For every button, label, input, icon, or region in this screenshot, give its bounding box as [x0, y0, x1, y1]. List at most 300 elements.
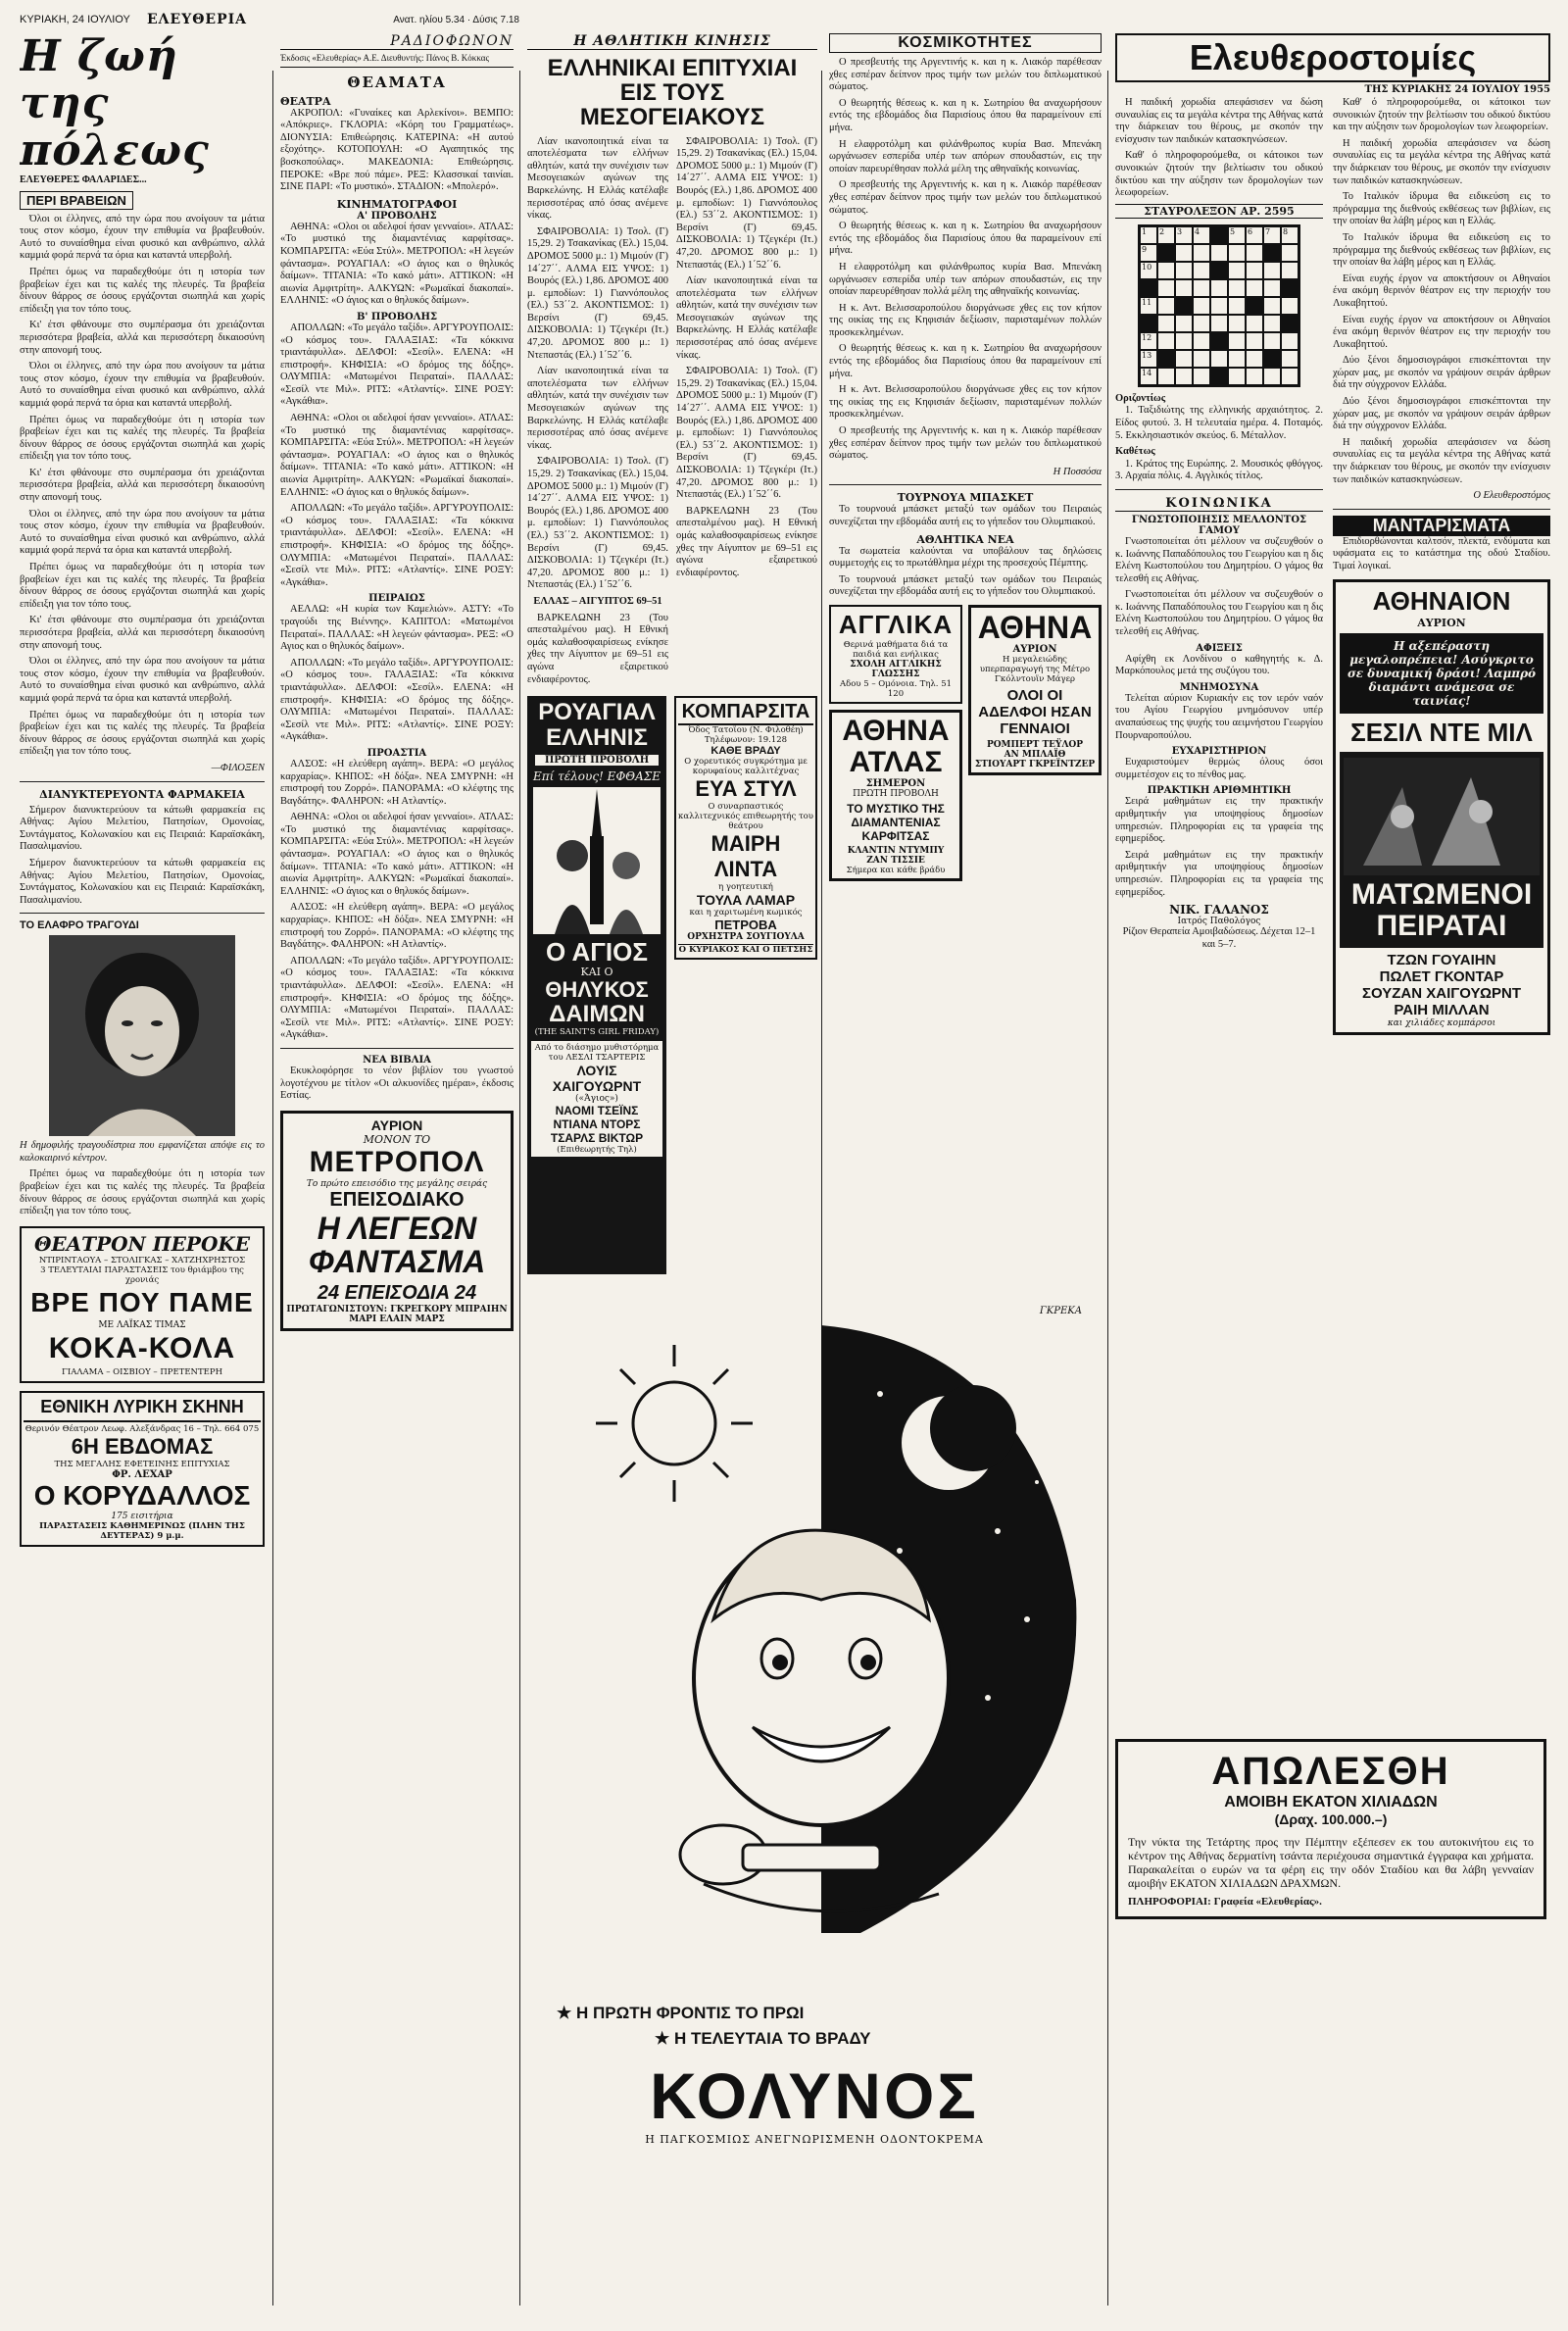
athena-atlas-cast: ΚΛΑΝΤΙΝ ΝΤΥΜΠΥ: [847, 845, 945, 856]
piraeus-text: [280, 604, 514, 744]
lyric-stage-success: ΤΗΣ ΜΕΓΑΛΗΣ ΕΦΕΤΕΙΝΗΣ ΕΠΙΤΥΧΙΑΣ: [54, 1459, 230, 1469]
thanks-title: ΕΥΧΑΡΙΣΤΗΡΙΟΝ: [1171, 746, 1267, 758]
royal-from-box: [531, 1041, 662, 1157]
society-paragraph: Ο θεωρητής θέσεως κ. και η κ. Σωτηρίου θα αναχωρήσουν εντός της εβδομάδος δια Παρισίους όπου θα παραμείνουν επί μήνα.: [829, 343, 1102, 379]
crossword-cell: [1210, 262, 1228, 279]
crossword-cell: [1140, 279, 1157, 297]
athinaion-poster: [1340, 752, 1544, 948]
crossword-cell: [1263, 368, 1281, 385]
metropol-tomorrow: ΑΥΡΙΟΝ: [370, 1116, 423, 1133]
sun-times: Ανατ. ηλίου 5.34 · Δύσις 7.18: [393, 15, 519, 25]
peroke-name: ΘΕΑΤΡΟΝ ΠΕΡΟΚΕ: [34, 1231, 250, 1256]
komparsita-title: ΕΥΑ ΣΤΥΛ: [695, 776, 797, 802]
article-paragraph: Όλοι οι έλληνες, από την ώρα που ανοίγουν τα μάτια τους στον κόσμο, έχουν την επιθυμία να βραβευθούν. Αυτό το συναίσθημα είναι φυσικό και ανθρώπινο, αλλά καμμιά φορά περνά τα όρια και καταντά υπερβολή.: [20, 213, 265, 262]
singer-photo: [49, 935, 235, 1136]
royal-title-4: ΔΑΙΜΩΝ: [549, 1001, 645, 1028]
crossword-h-label: Οριζοντίως: [1115, 392, 1166, 404]
engagements-title: ΓΝΩΣΤΟΠΟΙΗΣΙΣ ΜΕΛΛΟΝΤΟΣ ΓΑΜΟΥ: [1131, 514, 1307, 536]
athena-atlas-name-2: ΑΤΛΑΣ: [849, 745, 943, 778]
english-ad: [829, 605, 962, 704]
crossword-cell: 6: [1246, 226, 1263, 244]
col5-text-1: [1115, 97, 1323, 200]
society-paragraph: Ο θεωρητής θέσεως κ. και η κ. Σωτηρίου θα αναχωρήσουν εντός της εβδομάδος δια Παρισίους όπου θα παραμείνουν επί μήνα.: [829, 221, 1102, 257]
memorial-title: ΜΝΗΜΟΣΥΝΑ: [1179, 681, 1259, 693]
col5-paragraph: Η παιδική χορωδία απεφάσισεν να δώση συναυλίας εις τα μεγάλα κέντρα της Αθήνας κατά την διάρκειαν του θέρους, με σκοπόν την ενίσχυσιν των παιδικών κατασκηνώσεων.: [1115, 97, 1323, 145]
crossword-cell: 9: [1140, 244, 1157, 262]
lyric-stage-tickets: 175 εισιτήρια: [111, 1511, 173, 1521]
mantarismata-title: ΜΑΝΤΑΡΙΣΜΑΤΑ: [1333, 516, 1550, 536]
engagements-paragraph: Γνωστοποιείται ότι μέλλουν να συζευχθούν ο κ. Ιωάννης Παπαδόπουλος του Γεωργίου και η δις Ελένη Κωστοπούλου του Δημητρίου. Ο γάμος θα τελεσθή εις Αθήνας.: [1115, 535, 1323, 584]
lyric-stage-name: ΕΘΝΙΚΗ ΛΥΡΙΚΗ ΣΚΗΝΗ: [24, 1397, 261, 1422]
royal-name: ΡΟΥΑΓΙΑΛ: [538, 699, 656, 726]
singer-portrait-drawing: [49, 935, 235, 1136]
crossword-cell: [1263, 244, 1281, 262]
column-rule: [1107, 71, 1108, 2306]
col5-paragraph: Δύο ξένοι δημοσιογράφοι επισκέπτονται την χώραν μας, με σκοπόν να γράψουν σειράν άρθρων διά την σύγχρονον Ελλάδα.: [1333, 396, 1550, 432]
komparsita-guest: η γοητευτική: [718, 882, 773, 893]
crossword-cell: [1228, 315, 1246, 332]
divider: [20, 781, 265, 782]
crossword-cell: [1281, 297, 1298, 315]
kolynos-illustration: [527, 1306, 1102, 1992]
crossword-cell: [1210, 332, 1228, 350]
sports-news-paragraph: Το τουρνουά μπάσκετ μεταξύ των ομάδων του Πειραιώς συνεχίζεται την εβδομάδα αυτή εις το γήπεδον του Ολυμπιακού.: [829, 573, 1102, 598]
athinaion-note: και χιλιάδες κομπάρσοι: [1387, 1017, 1496, 1028]
theatres-text: [280, 108, 514, 194]
royal-orig: (THE SAINT'S GIRL FRIDAY): [534, 1027, 660, 1038]
col5-paragraph: Καθ' ό πληροφορούμεθα, οι κάτοικοι των συνοικιών ζητούν την βελτίωσιν του οδικού δικτύου και την αύξησιν των δρομολογίων των λεωφορείων.: [1115, 150, 1323, 199]
paper-name: ΕΛΕΥΘΕΡΙΑ: [147, 12, 248, 27]
col4-ads-row: [829, 605, 1102, 881]
cinema-paragraph: ΑΠΟΛΛΩΝ: «Το μεγάλο ταξίδι». ΑΡΓΥΡΟΥΠΟΛΙΣ: «Ο κόσμος του». ΓΑΛΑΞΙΑΣ: «Τα κόκκινα τριαντάφυλλα». ΔΕΛΦΟΙ: «Σεσίλ». ΕΛΕΝΑ: «Η επιστροφή». ΚΗΦΙΣΙΑ: «Ο δρόμος της δόξης». ΟΛΥΜΠΙΑ: «Ματωμένοι Πειραταί». ΠΑΛΛΑΣ: «Σεσίλ ντε Μιλ». ΡΙΤΣ: «Ατλαντίς». ΣΙΝΕ ΡΟΞΥ: «Αγκάθια».: [280, 503, 514, 588]
column-2: [280, 33, 514, 2307]
society-header: ΚΟΣΜΙΚΟΤΗΤΕΣ: [829, 33, 1102, 53]
kolynos-line-1: ★ Η ΠΡΩΤΗ ΦΡΟΝΤΙΣ ΤΟ ΠΡΩΙ: [557, 2004, 805, 2022]
komparsita-desc: Ο χορευτικός συγκρότημα με κορυφαίους καλλιτέχνας: [684, 757, 808, 777]
publisher-note: Έκδοσις «Ελευθερίας» Α.Ε. Διευθυντής: Πάνος Β. Κόκκας: [280, 49, 514, 68]
society-paragraph: Ο πρεσβευτής της Αργεντινής κ. και η κ. Λιακόρ παρέθεσαν χθες εσπέραν δείπνον προς τιμήν των μελών του διπλωματικού σώματος.: [829, 425, 1102, 462]
society-paragraph: Η κ. Αντ. Βελισσαροπούλου διοργάνωσε χθες εις τον κήπον της οικίας της εις Κηφισιάν δεξίωσιν, παρισταμένων πολλών προσκεκλημένων.: [829, 384, 1102, 421]
sports-paragraph: ΒΑΡΚΕΛΩΝΗ 23 (Του απεσταλμένου μας). Η Εθνική ομάς καλαθοσφαιρίσεως ενίκησε χθες την Αίγυπτον με 69–51 εις αγώνα εξαιρετικού ενδιαφέροντος.: [527, 612, 668, 685]
society-paragraph: Ο πρεσβευτής της Αργεντινής κ. και η κ. Λιακόρ παρέθεσαν χθες εσπέραν δείπνον προς τιμήν των μελών του διπλωματικού σώματος.: [829, 179, 1102, 216]
article-paragraph: Όλοι οι έλληνες, από την ώρα που ανοίγουν τα μάτια τους στον κόσμο, έχουν την επιθυμία να βραβευθούν. Αυτό το συναίσθημα είναι φυσικό και ανθρώπινο, αλλά καμμιά φορά περνά τα όρια και καταντά υπερβολή.: [20, 656, 265, 704]
suburbs-sub: ΠΡΟΑΣΤΙΑ: [367, 747, 427, 759]
lost-title: ΑΠΩΛΕΣΘΗ: [1211, 1750, 1450, 1793]
crossword-cell: [1228, 297, 1246, 315]
awards-article: [20, 214, 265, 775]
crossword-cell: [1175, 368, 1193, 385]
english-title: ΑΓΓΛΙΚΑ: [838, 609, 954, 639]
suburbs-paragraph: ΑΛΣΟΣ: «Η ελεύθερη αγάπη». ΒΕΡΑ: «Ο μεγάλος καρχαρίας». ΚΗΠΟΣ: «Η δόξα». ΝΕΑ ΣΜΥΡΝΗ: «Η επιστροφή του Ζορρό». ΠΑΝΟΡΑΜΑ: «Ο κλέφτης της Βαγδάτης». ΦΑΛΗΡΟΝ: «Η Ατλαντίς».: [280, 902, 514, 951]
athinaion-cast: ΤΖΩΝ ΓΟΥΑΙΗΝ: [1387, 951, 1496, 968]
athinaion-director: ΣΕΣΙΛ ΝΤΕ ΜΙΛ: [1350, 717, 1533, 747]
crossword-cell: [1281, 332, 1298, 350]
doctor-name: ΝΙΚ. ΓΑΛΑΝΟΣ: [1169, 903, 1269, 918]
sports-column: [527, 33, 817, 1298]
crossword-cell: [1193, 244, 1210, 262]
athena-atlas-title: ΤΟ ΜΥΣΤΙΚΟ ΤΗΣ ΔΙΑΜΑΝΤΕΝΙΑΣ ΚΑΡΦΙΤΣΑΣ: [847, 801, 945, 843]
crossword-cell: [1246, 350, 1263, 368]
crossword-cell: [1157, 315, 1175, 332]
column-4: [829, 33, 1102, 1298]
sports-paragraph: Λίαν ικανοποιητικά είναι τα αποτελέσματα των ελλήνων αθλητών, κατά την συνέχισιν των Μεσογειακών αγώνων της Βαρκελώνης. Η Ελλάς κατέλαβε περισσοτέρας από όσας ανέμενε νίκας.: [676, 275, 817, 361]
lyric-stage-work: Ο ΚΟΡΥΔΑΛΛΟΣ: [33, 1479, 251, 1511]
divider: [829, 484, 1102, 485]
crossword-cell: [1175, 279, 1193, 297]
athena-cast: ΡΟΜΠΕΡΤ ΤΕΫΛΟΡ: [986, 739, 1084, 750]
athena-tomorrow: ΑΥΡΙΟΝ: [1012, 643, 1057, 655]
sports-paragraph: Λίαν ικανοποιητικά είναι τα αποτελέσματα των ελλήνων αθλητών, κατά την συνέχισιν των Μεσογειακών αγώνων της Βαρκελώνης. Η Ελλάς κατέλαβε περισσοτέρας από όσας ανέμενε νίκας.: [527, 135, 668, 222]
col5-text-right: [1333, 97, 1550, 503]
crossword-cell: 3: [1175, 226, 1193, 244]
metropol-ad: [280, 1111, 514, 1331]
lyric-stage-daily: ΠΑΡΑΣΤΑΣΕΙΣ ΚΑΘΗΜΕΡΙΝΩΣ (ΠΛΗΝ ΤΗΣ ΔΕΥΤΕΡΑΣ) 9 μ.μ.: [39, 1520, 245, 1541]
crossword-cell: [1157, 262, 1175, 279]
basket-text: [829, 504, 1102, 528]
crossword-cell: [1175, 332, 1193, 350]
crossword-cell: [1210, 350, 1228, 368]
song-paragraph: Πρέπει όμως να παραδεχθούμε ότι η ιστορία των βραβείων έχει και τις καλές της πλευρές. Τα βραβεία δίνουν θάρρος σε όσους εργάζονται σιωπηλά και χωρίς επίδειξη για τον τόπο τους.: [20, 1168, 265, 1217]
col4-ads-right: [968, 605, 1102, 881]
thanks-text: [1115, 757, 1323, 781]
crossword-cell: [1281, 262, 1298, 279]
header-date: ΚΥΡΙΑΚΗ, 24 ΙΟΥΛΙΟΥ: [20, 14, 130, 25]
athena-atlas-today: ΣΗΜΕΡΟΝ: [865, 777, 926, 789]
royal-premiere: ΠΡΩΤΗ ΠΡΟΒΟΛΗ: [535, 755, 659, 766]
english-school: ΣΧΟΛΗ ΑΓΓΛΙΚΗΣ ΓΛΩΣΣΗΣ: [850, 659, 942, 679]
kolynos-drawing-area: [527, 1306, 1102, 1992]
article-paragraph: Όλοι οι έλληνες, από την ώρα που ανοίγουν τα μάτια τους στον κόσμο, έχουν την επιθυμία να βραβευθούν. Αυτό το συναίσθημα είναι φυσικό και ανθρώπινο, αλλά καμμιά φορά περνά τα όρια και καταντά υπερβολή.: [20, 508, 265, 557]
crossword-cell: [1281, 368, 1298, 385]
crossword-cell: [1263, 315, 1281, 332]
komparsita-bottom: Ο ΚΥΡΙΑΚΟΣ ΚΑΙ Ο ΠΕΤΣΗΣ: [678, 945, 813, 956]
cinema-paragraph: ΑΘΗΝΑ: «Ολοι οι αδελφοί ήσαν γενναίοι». ΑΤΛΑΣ: «Το μυστικό της διαμαντένιας καρφίτσας». ΚΟΜΠΑΡΣΙΤΑ: «Εύα Στύλ». ΜΕΤΡΟΠΟΛ: «Η λεγεών φάντασμα». ΡΟΥΑΓΙΑΛ: «Ο άγιος και ο θηλυκός δαίμων». ΤΙΤΑΝΙΑ: «Το κακό μάτι». ΑΤΤΙΚΟΝ: «Η αιωνία Αμφιτρίτη». ΑΛΚΥΩΝ: «Ρωμαϊκαί διακοπαί». ΕΛΛΗΝΙΣ: «Ο άγιος και ο θηλυκός δαίμων».: [280, 413, 514, 498]
suburbs-paragraph: ΑΛΣΟΣ: «Η ελεύθερη αγάπη». ΒΕΡΑ: «Ο μεγάλος καρχαρίας». ΚΗΠΟΣ: «Η δόξα». ΝΕΑ ΣΜΥΡΝΗ: «Η επιστροφή του Ζορρό». ΠΑΝΟΡΑΜΑ: «Ο κλέφτης της Βαγδάτης». ΦΑΛΗΡΟΝ: «Η Ατλαντίς».: [280, 758, 514, 807]
lost-amount: (Δραχ. 100.000.–): [1274, 1811, 1388, 1827]
crossword-cell: [1246, 244, 1263, 262]
col4-ads-left: [829, 605, 962, 881]
greka-caption: ΓΚΡΕΚΑ: [1039, 1306, 1082, 1316]
crossword-clue: 1. Κράτος της Ευρώπης. 2. Μουσικός φθόγγος. 3. Αρχαία πόλις. 4. Αγγλικός τίτλος.: [1115, 458, 1323, 482]
crossword-cell: [1193, 332, 1210, 350]
metropol-cast: ΠΡΩΤΑΓΩΝΙΣΤΟΥΝ: ΓΚΡΕΓΚΟΡΥ ΜΠΡΑΙΗΝ: [286, 1304, 508, 1314]
column-rule: [272, 71, 273, 2306]
doctor-title: Ιατρός Παθολόγος: [1177, 917, 1261, 927]
kolynos-brand: ΚΟΛΥΝΟΣ: [650, 2059, 979, 2132]
athena-name: ΑΘΗΝΑ: [977, 609, 1093, 645]
crossword-cell: [1175, 262, 1193, 279]
sports-col-a: [527, 136, 668, 691]
crossword-cell: [1281, 244, 1298, 262]
cinema-paragraph: ΑΠΟΛΛΩΝ: «Το μεγάλο ταξίδι». ΑΡΓΥΡΟΥΠΟΛΙΣ: «Ο κόσμος του». ΓΑΛΑΞΙΑΣ: «Τα κόκκινα τριαντάφυλλα». ΔΕΛΦΟΙ: «Σεσίλ». ΕΛΕΝΑ: «Η επιστροφή». ΚΗΦΙΣΙΑ: «Ο δρόμος της δόξης». ΟΛΥΜΠΙΑ: «Ματωμένοι Πειραταί». ΠΑΛΛΑΣ: «Σεσίλ ντε Μιλ». ΡΙΤΣ: «Ατλαντίς». ΣΙΝΕ ΡΟΞΥ: «Αγκάθια».: [280, 322, 514, 408]
peroke-cast: ΝΤΙΡΙΝΤΑΟΥΑ – ΣΤΟΛΙΓΚΑΣ – ΧΑΤΖΗΧΡΗΣΤΟΣ: [38, 1255, 246, 1265]
pirates-drawing: [1344, 758, 1540, 875]
society-paragraph: Ο πρεσβευτής της Αργεντινής κ. και η κ. Λιακόρ παρέθεσαν χθες εσπέραν δείπνον προς τιμήν των μελών του διπλωματικού σώματος.: [829, 57, 1102, 93]
athena-atlas-note: Σήμερα και κάθε βράδυ: [846, 865, 946, 875]
engagements-text: [1115, 536, 1323, 639]
crossword-cell: [1228, 332, 1246, 350]
crossword-cell: [1157, 350, 1175, 368]
royal-star-2: ΝΑΟΜΙ ΤΣΕΪΝΣ: [555, 1104, 639, 1118]
crossword-cell: [1263, 262, 1281, 279]
athena-atlas-ad: [829, 710, 962, 881]
col5-paragraph: Καθ' ό πληροφορούμεθα, οι κάτοικοι των συνοικιών ζητούν την βελτίωσιν του οδικού δικτύου και την αύξησιν των δρομολογίων των λεωφορείων.: [1333, 97, 1550, 133]
lost-ad: [1115, 1739, 1546, 1919]
memorial-text: [1115, 693, 1323, 742]
crossword-cell: [1246, 315, 1263, 332]
crossword-cell: [1210, 315, 1228, 332]
lost-reward: ΑΜΟΙΒΗ ΕΚΑΤΟΝ ΧΙΛΙΑΔΩΝ: [1224, 1794, 1438, 1810]
practice-paragraph: Σειρά μαθημάτων εις την πρακτικήν αριθμητικήν για υποψηφίους δημοσίων υπηρεσιών. Πληροφορίαι εις τα γραφεία της εφημερίδος.: [1115, 849, 1323, 898]
column-1: [20, 33, 265, 2307]
cinema-text: [280, 222, 514, 308]
cinema-paragraph: ΑΘΗΝΑ: «Ολοι οι αδελφοί ήσαν γενναίοι». ΑΤΛΑΣ: «Το μυστικό της διαμαντένιας καρφίτσας». ΚΟΜΠΑΡΣΙΤΑ: «Εύα Στύλ». ΜΕΤΡΟΠΟΛ: «Η λεγεών φάντασμα». ΡΟΥΑΓΙΑΛ: «Ο άγιος και ο θηλυκός δαίμων». ΤΙΤΑΝΙΑ: «Το κακό μάτι». ΑΤΤΙΚΟΝ: «Η αιωνία Αμφιτρίτη». ΑΛΚΥΩΝ: «Ρωμαϊκαί διακοπαί». ΕΛΛΗΝΙΣ: «Ο άγιος και ο θηλυκός δαίμων».: [280, 221, 514, 307]
crossword-cell: [1193, 350, 1210, 368]
komparsita-extra-name: ΠΕΤΡΟΒΑ: [714, 918, 777, 933]
crossword-cell: [1228, 368, 1246, 385]
arrivals-title: ΑΦΙΞΕΙΣ: [1196, 642, 1243, 654]
books-paragraph: Εκυκλοφόρησε το νέον βιβλίον του γνωστού λογοτέχνου με τίτλον «Οι αλκυονίδες ημέραι», έκδοσις Εστίας.: [280, 1065, 514, 1102]
books-title: ΝΕΑ ΒΙΒΛΙΑ: [363, 1054, 431, 1066]
crossword-cell: [1263, 350, 1281, 368]
basket-paragraph: Το τουρνουά μπάσκετ μεταξύ των ομάδων του Πειραιώς συνεχίζεται την εβδομάδα αυτή εις το γήπεδον του Ολυμπιακού.: [829, 504, 1102, 527]
peroke-note: 3 ΤΕΛΕΥΤΑΙΑΙ ΠΑΡΑΣΤΑΣΕΙΣ του θριάμβου της χρονιάς: [40, 1265, 244, 1285]
sports-news-title: ΑΘΛΗΤΙΚΑ ΝΕΑ: [916, 532, 1014, 546]
crossword-cell: [1175, 244, 1193, 262]
radio-title: ΡΑΔΙΟΦΩΝΟΝ: [390, 33, 514, 49]
society-paragraph: Η ελαφροτόλμη και φιλάνθρωπος κυρία Βασ. Μπενάκη ωργάνωσεν εσπερίδα υπέρ των απόρων σπουδαστών, εις την οποίαν παρευρέθησαν πολλά μέλη της αθηναϊκής κοινωνίας.: [829, 261, 1102, 298]
crossword-cell: [1175, 350, 1193, 368]
suburbs-paragraph: ΑΠΟΛΛΩΝ: «Το μεγάλο ταξίδι». ΑΡΓΥΡΟΥΠΟΛΙΣ: «Ο κόσμος του». ΓΑΛΑΞΙΑΣ: «Τα κόκκινα τριαντάφυλλα». ΔΕΛΦΟΙ: «Σεσίλ». ΕΛΕΝΑ: «Η επιστροφή». ΚΗΦΙΣΙΑ: «Ο δρόμος της δόξης». ΟΛΥΜΠΙΑ: «Ματωμένοι Πειραταί». ΠΑΛΛΑΣ: «Σεσίλ ντε Μιλ». ΡΙΤΣ: «Ατλαντίς». ΣΙΝΕ ΡΟΞΥ: «Αγκάθια».: [280, 955, 514, 1041]
athena-ad: [968, 605, 1102, 775]
col5-paragraph: Το Ιταλικόν ίδρυμα θα ειδικεύση εις το πρόγραμμα της διεθνούς εκθέσεως των βιβλίων, εις την οποίαν θα λάβη μέρος και η Ελλάς.: [1333, 231, 1550, 269]
thanks-paragraph: Ευχαριστούμεν θερμώς όλους όσοι συμμετέσχον εις το πένθος μας.: [1115, 757, 1323, 780]
athinaion-name: ΑΘΗΝΑΙΟΝ: [1372, 585, 1511, 616]
crossword-cell: 14: [1140, 368, 1157, 385]
piraeus-sub: ΠΕΙΡΑΙΩΣ: [368, 593, 425, 605]
crossword-cell: [1263, 332, 1281, 350]
column-rule: [821, 71, 822, 1335]
lyric-stage-composer: ΦΡ. ΛΕΧΑΡ: [112, 1468, 172, 1480]
crossword-cell: [1157, 332, 1175, 350]
sports-col-b: [676, 136, 817, 691]
sports-paragraph: ΣΦΑΙΡΟΒΟΛΙΑ: 1) Τσολ. (Γ) 15,29. 2) Τσακανίκας (Ελ.) 15,04. ΔΡΟΜΟΣ 5000 μ.: 1) Μιμούν (Γ) 14΄27΄΄. ΑΛΜΑ ΕΙΣ ΥΨΟΣ: 1) Βουρός (Ελ.) 1,86. ΔΡΟΜΟΣ 400 μ. εμποδίων: 1) Γιαννόπουλος (Ελ.) 53΄΄2. ΑΚΟΝΤΙΣΜΟΣ: 1) Βερσίνι (Γ) 69,45. ΔΙΣΚΟΒΟΛΙΑ: 1) Τζεγκέρι (Ιτ.) 47,20. ΔΡΟΜΟΣ 800 μ.: 1) Ντεπαστάς (Ελ.) 1΄52΄΄6.: [527, 225, 668, 361]
kolynos-ad-text: [527, 2004, 1102, 2146]
basket-title: ΤΟΥΡΝΟΥΑ ΜΠΑΣΚΕΤ: [897, 491, 1034, 505]
light-song-title: ΤΟ ΕΛΑΦΡΟ ΤΡΑΓΟΥΔΙ: [20, 919, 139, 932]
lyric-stage-place: Θερινόν Θέατρον Λεωφ. Αλεξάνδρας 16 – Τηλ. 664 075: [24, 1423, 260, 1434]
divider: [20, 913, 265, 914]
sports-headline-1: ΕΛΛΗΝΙΚΑΙ ΕΠΙΤΥΧΙΑΙ: [547, 55, 798, 81]
crossword-cell: [1281, 279, 1298, 297]
mantarismata-text: [1333, 536, 1550, 573]
suburbs-text: [280, 759, 514, 1042]
crossword-cell: [1246, 279, 1263, 297]
crossword-cell: 7: [1263, 226, 1281, 244]
society-text: [829, 57, 1102, 478]
komparsita-extra: και η χαριτωμένη κωμικός: [689, 908, 803, 918]
athena-atlas-premiere: ΠΡΩΤΗ ΠΡΟΒΟΛΗ: [853, 788, 939, 799]
kolynos-tag: Η ΠΑΓΚΟΣΜΙΩΣ ΑΝΕΓΝΩΡΙΣΜΕΝΗ ΟΔΟΝΤΟΚΡΕΜΑ: [645, 2133, 984, 2146]
crossword-cell: [1193, 315, 1210, 332]
komparsita-name: ΚΟΜΠΑΡΣΙΤΑ: [678, 701, 813, 725]
lyric-stage-week: 6Η ΕΒΔΟΜΑΣ: [71, 1433, 214, 1459]
metropol-only: ΜΟΝΟΝ ΤΟ: [363, 1132, 431, 1146]
royal-title-2: ΚΑΙ Ο: [580, 966, 613, 979]
crossword-cell: 10: [1140, 262, 1157, 279]
engagements-paragraph: Γνωστοποιείται ότι μέλλουν να συζευχθούν ο κ. Ιωάννης Παπαδόπουλος του Γεωργίου και η δις Ελένη Κωστοπούλου του Δημητρίου. Ο γάμος θα τελεσθή εις Αθήνας.: [1115, 589, 1323, 638]
komparsita-guest-name: ΤΟΥΛΑ ΛΑΜΑΡ: [696, 892, 796, 909]
eleftherostomies-date: ΤΗΣ ΚΥΡΙΑΚΗΣ 24 ΙΟΥΛΙΟΥ 1955: [1364, 84, 1550, 95]
athinaion-title-1: ΜΑΤΩΜΕΝΟΙ: [1350, 877, 1533, 911]
crossword-cell: [1210, 244, 1228, 262]
athinaion-desc: Η αξεπέραστη μεγαλοπρέπεια! Ασύγκριτο σε δυναμική δράσι! Λαμπρό διαμάντι ανάμεσα σε ταινίας!: [1340, 633, 1544, 714]
crossword-title: ΣΤΑΥΡΟΛΕΞΟΝ ΑΡ. 2595: [1115, 204, 1323, 219]
royal-star-4: ΤΣΑΡΛΣ ΒΙΚΤΩΡ: [550, 1131, 644, 1146]
athena-atlas-name-1: ΑΘΗΝΑ: [842, 714, 950, 747]
athinaion-cast-3: ΣΟΥΖΑΝ ΧΑΙΓΟΥΩΡΝΤ: [1362, 984, 1521, 1002]
article-paragraph: Πρέπει όμως να παραδεχθούμε ότι η ιστορία των βραβείων έχει και τις καλές της πλευρές. Τα βραβεία δίνουν θάρρος σε όσους εργάζονται σιωπηλά και χωρίς επίδειξη για τον τόπο τους.: [20, 414, 265, 463]
royal-star-role: («Άγιος»): [575, 1094, 618, 1105]
komparsita-place: Όδος Τατοΐου (Ν. Φιλοθέη) Τηλέφωνον: 19.128: [688, 725, 804, 746]
royal-star: ΛΟΥΙΣ ΧΑΙΓΟΥΩΡΝΤ: [552, 1063, 642, 1095]
photo-caption: Η δημοφιλής τραγουδίστρια που εμφανίζεται απόψε εις το καλοκαιρινό κέντρον.: [20, 1140, 265, 1164]
col5-paragraph: Η παιδική χορωδία απεφάσισεν να δώση συναυλίας εις τα μεγάλα κέντρα της Αθήνας κατά την διάρκειαν του θέρους, με σκοπόν την ενίσχυσιν των παιδικών κατασκηνώσεων.: [1333, 436, 1550, 485]
ads-row: [527, 696, 817, 1274]
komparsita-star: ΜΑΙΡΗ ΛΙΝΤΑ: [710, 831, 781, 882]
lost-contact: ΠΛΗΡΟΦΟΡΙΑΙ: Γραφεία «Ελευθερίας».: [1128, 1896, 1322, 1908]
society-paragraph: Η κ. Αντ. Βελισσαροπούλου διοργάνωσε χθες εις τον κήπον της οικίας της εις Κηφισιάν δεξίωσιν, παρισταμένων πολλών προσκεκλημένων.: [829, 302, 1102, 338]
crossword-cell: [1210, 226, 1228, 244]
crossword-cell: [1228, 244, 1246, 262]
col5-paragraph: Δύο ξένοι δημοσιογράφοι επισκέπτονται την χώραν μας, με σκοπόν να γράψουν σειράν άρθρων διά την σύγχρονον Ελλάδα.: [1333, 355, 1550, 391]
cinema-sub: ΚΙΝΗΜΑΤΟΓΡΑΦΟΙ: [336, 197, 458, 211]
peroke-play1: ΒΡΕ ΠΟΥ ΠΑΜΕ: [30, 1286, 254, 1317]
crossword-cell: [1246, 332, 1263, 350]
metropol-title: Η ΛΕΓΕΩΝ ΦΑΝΤΑΣΜΑ: [308, 1210, 486, 1279]
social-header: ΚΟΙΝΩΝΙΚΑ: [1115, 496, 1323, 512]
greece-egypt-title: ΕΛΛΑΣ – ΑΙΓΥΠΤΟΣ 69–51: [533, 595, 662, 607]
crossword-cell: [1193, 262, 1210, 279]
column-5: [1115, 33, 1550, 2307]
peroke-prices: ΜΕ ΛΑΪΚΑΣ ΤΙΜΑΣ: [98, 1319, 186, 1330]
royal-title-1: Ο ΑΓΙΟΣ: [546, 937, 648, 967]
crossword-cell: [1246, 297, 1263, 315]
crossword-cell: [1263, 279, 1281, 297]
crossword-cell: [1175, 297, 1193, 315]
arrivals-paragraph: Αφίχθη εκ Λονδίνου ο καθηγητής κ. Δ. Μαρκόπουλος μετά της συζύγου του.: [1115, 653, 1323, 677]
suburbs-paragraph: ΑΘΗΝΑ: «Ολοι οι αδελφοί ήσαν γενναίοι». ΑΤΛΑΣ: «Το μυστικό της διαμαντένιας καρφίτσας». ΚΟΜΠΑΡΣΙΤΑ: «Εύα Στύλ». ΜΕΤΡΟΠΟΛ: «Η λεγεών φάντασμα». ΡΟΥΑΓΙΑΛ: «Ο άγιος και ο θηλυκός δαίμων». ΤΙΤΑΝΙΑ: «Το κακό μάτι». ΑΤΤΙΚΟΝ: «Η αιωνία Αμφιτρίτη». ΑΛΚΥΩΝ: «Ρωμαϊκαί διακοπαί». ΕΛΛΗΝΙΣ: «Ο άγιος και ο θηλυκός δαίμων».: [280, 812, 514, 897]
athena-cast-3: ΣΤΙΟΥΑΡΤ ΓΚΡΕΪΝΤΖΕΡ: [974, 759, 1096, 769]
theatres-paragraph: ΑΚΡΟΠΟΛ: «Γυναίκες και Αρλεκίνοι». ΒΕΜΠΟ: «Απόκριες». ΓΚΛΟΡΙΑ: «Κόρη του Γραμματέως». ΔΙΟΝΥΣΙΑ: Επιθεώρησις. ΚΑΤΕΡΙΝΑ: «Η αυτού εξοχότης». ΚΟΤΟΠΟΥΛΗ: «Ο Αγαπητικός της βοσκοπούλας». ΜΑΚΕΔΟΝΙΑ: Επιθεώρησις. ΠΕΡΟΚΕ: «Βρε πού πάμε». ΡΕΞ: Κλασσικαί ταινίαι. ΣΙΝΕ ΠΑΡΙ: «Το μυστικό». ΣΤΑΔΙΟΝ: «Μπολερό».: [280, 107, 514, 193]
crossword-v-label: Καθέτως: [1115, 446, 1155, 458]
mantarismata-paragraph: Επιδιορθώνονται καλτσόν, πλεκτά, ενδύματα και υφάσματα εις το κατάστημα της οδού Σταδίου. Τιμαί λογικαί.: [1333, 535, 1550, 571]
royal-star-3: ΝΤΙΑΝΑ ΝΤΟΡΣ: [553, 1117, 641, 1132]
col5-paragraph: Είναι ευχής έργον να αποκτήσουν οι Αθηναίοι ένα ακόμη θερινόν θέατρον εις την περιοχήν του Λυκαβηττού.: [1333, 314, 1550, 350]
crossword-cell: [1140, 315, 1157, 332]
column-rule: [519, 71, 520, 2306]
article-paragraph: Κι' έτσι φθάνουμε στο συμπέρασμα ότι χρειάζονται περισσότερα βραβεία, αλλά και περισσότερη δικαιοσύνη στην απονομή τους.: [20, 615, 265, 651]
athinaion-cast-4: ΡΑΙΗ ΜΙΛΛΑΝ: [1394, 1001, 1490, 1018]
col5-right: [1333, 97, 1550, 1035]
memorial-paragraph: Τελείται αύριον Κυριακήν εις τον ιερόν ναόν του Αγίου Γεωργίου μνημόσυνον υπέρ αναπαύσεως της ψυχής του αειμνήστου Γεωργίου Πουρναροπούλου.: [1115, 692, 1323, 741]
col5-paragraph: Το Ιταλικόν ίδρυμα θα ειδικεύση εις το πρόγραμμα της διεθνούς εκθέσεως των βιβλίων, εις την οποίαν θα λάβη μέρος και η Ελλάς.: [1333, 191, 1550, 227]
crossword-cell: [1263, 297, 1281, 315]
royal-star-4-role: (Επιθεωρητής Τηλ): [557, 1145, 637, 1156]
pharmacies-title: ΔΙΑΝΥΚΤΕΡΕΥΟΝΤΑ ΦΑΡΜΑΚΕΙΑ: [39, 787, 245, 801]
crossword-cell: [1193, 368, 1210, 385]
crossword-cell: 4: [1193, 226, 1210, 244]
komparsita-desc-2: Ο συναρπαστικός καλλιτεχνικός επιθεωρητής του θεάτρου: [678, 802, 813, 832]
pharmacies-paragraph: Σήμερον διανυκτερεύουν τα κάτωθι φαρμακεία εις Αθήνας: Αγίου Μελετίου, Πατησίων, Ομονοίας, Συντάγματος, Κολωνακίου και εις Πειραιά: Καραϊσκάκη, Πασαλιμανίου.: [20, 857, 265, 906]
metropol-eps: ΕΠΕΙΣΟΔΙΑΚΟ: [329, 1188, 465, 1211]
author-sign: —ΦΙΛΟΞΕΝ: [211, 762, 265, 773]
practice-title: ΠΡΑΚΤΙΚΗ ΑΡΙΘΜΗΤΙΚΗ: [1147, 785, 1292, 797]
sports-news-text: [829, 546, 1102, 599]
royal-from: Από το διάσημο μυθιστόρημα του ΛΕΣΛΙ ΤΣΑΡΤΕΡΙΣ: [534, 1043, 660, 1064]
metropol-eps-count: 24 ΕΠΕΙΣΟΔΙΑ 24: [317, 1281, 477, 1304]
crossword-cell: [1246, 262, 1263, 279]
crossword-cell: [1228, 262, 1246, 279]
komparsita-today: ΚΑΘΕ ΒΡΑΔΥ: [710, 745, 781, 758]
komparsita-orchestra: ΟΡΧΗΣΤΡΑ ΣΟΥΓΙΟΥΛΑ: [687, 932, 805, 943]
crossword-clue: 1. Ταξιδιώτης της ελληνικής αρχαιότητος. 2. Είδος φυτού. 3. Η τελευταία ημέρα. 4. Ποταμός. 5. Εκκλησιαστικόν σκεύος. 6. Μέταλλον.: [1115, 405, 1323, 441]
song-text: [20, 1168, 265, 1217]
sports-headline-2: ΕΙΣ ΤΟΥΣ ΜΕΣΟΓΕΙΑΚΟΥΣ: [579, 79, 765, 131]
theatres-sub: ΘΕΑΤΡΑ: [280, 94, 331, 108]
article-paragraph: Κι' έτσι φθάνουμε στο συμπέρασμα ότι χρειάζονται περισσότερα βραβεία, αλλά και περισσότερη δικαιοσύνη στην απονομή τους.: [20, 467, 265, 504]
royal-arrived: Επί τέλους! ΕΦΘΑΣΕ: [532, 769, 662, 784]
col5-paragraph: Η παιδική χορωδία απεφάσισεν να δώση συναυλίας εις τα μεγάλα κέντρα της Αθήνας κατά την διάρκειαν του θέρους, με σκοπόν την ενίσχυσιν των παιδικών κατασκηνώσεων.: [1333, 137, 1550, 186]
sports-paragraph: ΣΦΑΙΡΟΒΟΛΙΑ: 1) Τσολ. (Γ) 15,29. 2) Τσακανίκας (Ελ.) 15,04. ΔΡΟΜΟΣ 5000 μ.: 1) Μιμούν (Γ) 14΄27΄΄. ΑΛΜΑ ΕΙΣ ΥΨΟΣ: 1) Βουρός (Ελ.) 1,86. ΔΡΟΜΟΣ 400 μ. εμποδίων: 1) Γιαννόπουλος (Ελ.) 53΄΄2. ΑΚΟΝΤΙΣΜΟΣ: 1) Βερσίνι (Γ) 69,45. ΔΙΣΚΟΒΟΛΙΑ: 1) Τζεγκέρι (Ιτ.) 47,20. ΔΡΟΜΟΣ 800 μ.: 1) Ντεπαστάς (Ελ.) 1΄52΄΄6.: [527, 456, 668, 591]
crossword-cell: 2: [1157, 226, 1175, 244]
awards-heading: ΠΕΡΙ ΒΡΑΒΕΙΩΝ: [20, 191, 133, 210]
metropol-extra: ΜΑΡΙ ΕΛΑΙΝ ΜΑΡΣ: [349, 1314, 445, 1324]
royal-ellinis-ad: [527, 696, 666, 1274]
crossword-cell: [1281, 350, 1298, 368]
athinaion-cast-2: ΠΩΛΕΤ ΓΚΟΝΤΑΡ: [1379, 967, 1504, 985]
lost-text: Την νύκτα της Τετάρτης προς την Πέμπτην εξέπεσεν εκ του αυτοκινήτου εις το κέντρον της Αθήνας δερματίνη τσάντα περιέχουσα σημαντικά έγγραφα και χρήματα. Παρακαλείται ο ευρών να τα φέρη εις την οδόν Σταδίου και θα λάβη γενναίαν αμοιβήν ΕΚΑΤΟΝ ΧΙΛΙΑΔΩΝ ΔΡΑΧΜΩΝ.: [1128, 1835, 1534, 1890]
piraeus-paragraph: ΑΕΛΛΩ: «Η κυρία των Καμελιών». ΑΣΤΥ: «Το τραγούδι της Βιέννης». ΚΑΠΙΤΟΛ: «Ματωμένοι Πειραταί». ΠΑΛΛΑΣ: «Η λεγεών φάντασμα». ΡΕΞ: «Ο Αγιος και ο θηλυκός δαίμων».: [280, 604, 514, 653]
pharmacies-text: [20, 805, 265, 908]
society-signature: Η Ποσσόσα: [1053, 466, 1102, 477]
doctor-text: Ρίζιον Θεραπεία Αμοιβαδώσεως. Δέχεται 12–1 και 5–7.: [1122, 926, 1316, 950]
royal-title-3: ΘΗΛΥΚΟΣ: [545, 977, 649, 1003]
peroke-theatre-ad: [20, 1226, 265, 1383]
athinaion-tomorrow: ΑΥΡΙΟΝ: [1417, 616, 1466, 629]
crossword-cell: [1157, 279, 1175, 297]
article-paragraph: Πρέπει όμως να παραδεχθούμε ότι η ιστορία των βραβείων έχει και τις καλές της πλευρές. Τα βραβεία δίνουν θάρρος σε όσους εργάζονται σιωπηλά και χωρίς επίδειξη για τον τόπο τους.: [20, 266, 265, 315]
ellinis-name: ΕΛΛΗΝΙΣ: [546, 724, 648, 752]
crossword-cell: [1193, 279, 1210, 297]
arrivals-text: [1115, 654, 1323, 678]
saint-figure-drawing: [533, 787, 661, 934]
crossword-cell: [1193, 297, 1210, 315]
article-paragraph: Όλοι οι έλληνες, από την ώρα που ανοίγουν τα μάτια τους στον κόσμο, έχουν την επιθυμία να βραβευθούν. Αυτό το συναίσθημα είναι φυσικό και ανθρώπινο, αλλά καμμιά φορά περνά τα όρια και καταντά υπερβολή.: [20, 361, 265, 409]
divider: [1333, 509, 1550, 510]
crossword-cell: 13: [1140, 350, 1157, 368]
col5-left: [1115, 97, 1323, 1035]
cinema-first: Α' ΠΡΟΒΟΛΗΣ: [357, 210, 437, 222]
sports-paragraph: ΣΦΑΙΡΟΒΟΛΙΑ: 1) Τσολ. (Γ) 15,29. 2) Τσακανίκας (Ελ.) 15,04. ΔΡΟΜΟΣ 5000 μ.: 1) Μιμούν (Γ) 14΄27΄΄. ΑΛΜΑ ΕΙΣ ΥΨΟΣ: 1) Βουρός (Ελ.) 1,86. ΔΡΟΜΟΣ 400 μ. εμποδίων: 1) Γιαννόπουλος (Ελ.) 53΄΄2. ΑΚΟΝΤΙΣΜΟΣ: 1) Βερσίνι (Γ) 69,45. ΔΙΣΚΟΒΟΛΙΑ: 1) Τζεγκέρι (Ιτ.) 47,20. ΔΡΟΜΟΣ 800 μ.: 1) Ντεπαστάς (Ελ.) 1΄52΄΄6.: [676, 135, 817, 271]
col5-paragraph: Είναι ευχής έργον να αποκτήσουν οι Αθηναίοι ένα ακόμη θερινόν θέατρον εις την περιοχήν του Λυκαβηττού.: [1333, 273, 1550, 309]
athinaion-ad: [1333, 579, 1550, 1035]
eleftherostomies-title: Ελευθεροστομίες: [1115, 33, 1550, 82]
divider: [1115, 489, 1323, 490]
athinaion-title-2: ΠΕΙΡΑΤΑΙ: [1376, 909, 1507, 942]
article-paragraph: Πρέπει όμως να παραδεχθούμε ότι η ιστορία των βραβείων έχει και τις καλές της πλευρές. Τα βραβεία δίνουν θάρρος σε όσους εργάζονται σιωπηλά και χωρίς επίδειξη για τον τόπο τους.: [20, 562, 265, 610]
col5-sign: Ο Ελευθεροστόμος: [1473, 490, 1550, 502]
